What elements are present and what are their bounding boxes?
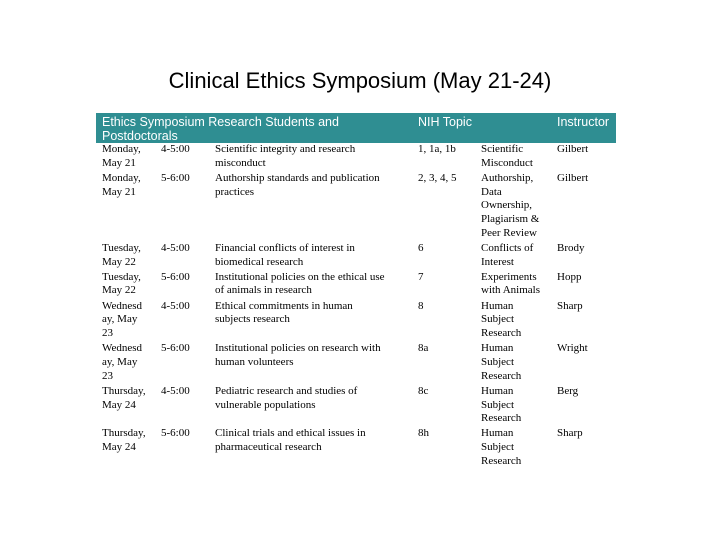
cell-topic-line: of animals in research — [215, 284, 312, 297]
cell-topic-area-line: Research — [481, 454, 522, 467]
cell-time: 4-5:00 — [161, 143, 190, 155]
cell-day — [102, 271, 158, 298]
cell-day-line: 23 — [102, 327, 113, 340]
cell-topic-area-line: Human — [481, 384, 514, 397]
cell-time: 5-6:00 — [161, 342, 190, 355]
cell-instructor: Wright — [557, 342, 588, 355]
cell-time: 5-6:00 — [161, 171, 190, 184]
cell-topic-line: human volunteers — [215, 355, 294, 368]
cell-topic-area-line: Subject — [481, 313, 514, 326]
cell-topic-area-line: Interest — [481, 255, 514, 268]
cell-topic-area-line: Conflicts of — [481, 241, 534, 254]
header-session-line1: Ethics Symposium Research Students and — [102, 115, 339, 129]
cell-instructor: Gilbert — [557, 171, 589, 184]
cell-topic — [215, 385, 415, 412]
cell-day-line: Wednesd — [102, 299, 143, 312]
cell-day-line: Thursday, — [102, 384, 146, 397]
cell-topic-line: Financial conflicts of interest in — [215, 241, 355, 254]
cell-topic-area — [481, 427, 553, 468]
cell-instructor: Sharp — [557, 427, 583, 440]
cell-day-line: May 21 — [102, 156, 136, 169]
cell-instructor: Hopp — [557, 270, 582, 283]
cell-time: 5-6:00 — [161, 270, 190, 283]
cell-day — [102, 427, 158, 454]
cell-day-line: May 24 — [102, 398, 136, 411]
cell-nih-topic: 8c — [418, 384, 429, 397]
cell-topic — [215, 143, 415, 170]
cell-day-line: 23 — [102, 369, 113, 382]
cell-topic-area — [481, 242, 553, 269]
cell-topic-area — [481, 300, 553, 341]
cell-topic-area-line: Ownership, — [481, 199, 533, 212]
header-nih-topic: NIH Topic — [418, 115, 472, 129]
table-row — [96, 385, 616, 428]
cell-nih-topic: 6 — [418, 241, 424, 254]
cell-topic-line: misconduct — [215, 156, 266, 169]
cell-topic-area-line: Research — [481, 369, 522, 382]
cell-topic-area-line: Research — [481, 327, 522, 340]
cell-nih-topic: 8a — [418, 342, 429, 355]
cell-topic-area-line: Research — [481, 412, 522, 425]
cell-topic-line: Ethical commitments in human — [215, 299, 353, 312]
cell-topic-line: subjects research — [215, 313, 290, 326]
cell-topic-area — [481, 172, 553, 241]
table-header — [96, 113, 616, 143]
cell-time: 4-5:00 — [161, 241, 190, 254]
cell-topic-area-line: Peer Review — [481, 226, 537, 239]
cell-topic-area — [481, 271, 553, 298]
cell-instructor: Brody — [557, 241, 585, 254]
table-row — [96, 342, 616, 385]
cell-topic — [215, 271, 415, 298]
cell-day — [102, 385, 158, 412]
cell-nih-topic: 1, 1a, 1b — [418, 143, 456, 155]
cell-time: 5-6:00 — [161, 427, 190, 440]
cell-topic-area-line: Scientific — [481, 143, 524, 155]
cell-topic — [215, 342, 415, 369]
cell-topic-line: Institutional policies on research with — [215, 342, 381, 355]
cell-topic-area-line: with Animals — [481, 284, 540, 297]
cell-topic-area-line: Authorship, — [481, 171, 534, 184]
cell-topic-area-line: Human — [481, 299, 514, 312]
table-body — [96, 143, 616, 470]
cell-topic — [215, 242, 415, 269]
cell-day-line: Monday, — [102, 171, 141, 184]
table-row — [96, 143, 616, 172]
cell-topic-area-line: Human — [481, 342, 514, 355]
cell-day — [102, 342, 158, 383]
cell-day-line: ay, May — [102, 313, 138, 326]
table-row — [96, 300, 616, 343]
cell-day — [102, 143, 158, 170]
cell-topic-line: Pediatric research and studies of — [215, 384, 358, 397]
cell-day — [102, 242, 158, 269]
cell-day-line: Tuesday, — [102, 270, 141, 283]
cell-day — [102, 300, 158, 341]
cell-time: 4-5:00 — [161, 384, 190, 397]
cell-topic-line: biomedical research — [215, 255, 304, 268]
cell-topic-area-line: Human — [481, 427, 514, 440]
slide-title: Clinical Ethics Symposium (May 21-24) — [168, 68, 552, 93]
header-session-line2: Postdoctorals — [102, 129, 178, 143]
cell-topic-line: pharmaceutical research — [215, 441, 322, 454]
header-instructor: Instructor — [557, 115, 610, 129]
cell-topic-line: Clinical trials and ethical issues in — [215, 427, 366, 440]
cell-topic-area-line: Subject — [481, 355, 514, 368]
cell-day-line: Tuesday, — [102, 241, 141, 254]
cell-day-line: May 24 — [102, 441, 136, 454]
cell-topic-line: vulnerable populations — [215, 398, 316, 411]
table-row — [96, 271, 616, 300]
cell-nih-topic: 8 — [418, 299, 424, 312]
cell-topic-area-line: Experiments — [481, 270, 537, 283]
cell-topic — [215, 300, 415, 327]
cell-topic-area-line: Misconduct — [481, 156, 533, 169]
table-row — [96, 427, 616, 470]
cell-instructor: Sharp — [557, 299, 583, 312]
cell-topic-line: Institutional policies on the ethical use — [215, 270, 385, 283]
cell-day-line: May 22 — [102, 255, 136, 268]
cell-day-line: Thursday, — [102, 427, 146, 440]
cell-topic-area-line: Subject — [481, 441, 514, 454]
cell-instructor: Gilbert — [557, 143, 589, 155]
cell-topic — [215, 172, 415, 199]
cell-topic-line: Authorship standards and publication — [215, 171, 380, 184]
cell-day-line: May 22 — [102, 284, 136, 297]
cell-topic-area-line: Data — [481, 185, 502, 198]
cell-nih-topic: 2, 3, 4, 5 — [418, 171, 457, 184]
cell-day — [102, 172, 158, 199]
schedule-table — [96, 113, 616, 470]
cell-topic-area-line: Plagiarism & — [481, 213, 540, 225]
cell-day-line: ay, May — [102, 355, 138, 368]
cell-day-line: May 21 — [102, 185, 136, 198]
cell-nih-topic: 8h — [418, 427, 429, 440]
cell-topic-line: Scientific integrity and research — [215, 143, 356, 155]
cell-instructor: Berg — [557, 384, 579, 397]
cell-topic-area — [481, 143, 553, 170]
table-row — [96, 242, 616, 271]
cell-topic-area — [481, 385, 553, 426]
cell-topic-line: practices — [215, 185, 255, 198]
cell-nih-topic: 7 — [418, 270, 424, 283]
cell-time: 4-5:00 — [161, 299, 190, 312]
cell-topic-area — [481, 342, 553, 383]
cell-day-line: Wednesd — [102, 342, 143, 355]
cell-topic-area-line: Subject — [481, 398, 514, 411]
header-session — [102, 115, 407, 143]
cell-topic — [215, 427, 415, 454]
table-row — [96, 172, 616, 242]
cell-day-line: Monday, — [102, 143, 141, 155]
